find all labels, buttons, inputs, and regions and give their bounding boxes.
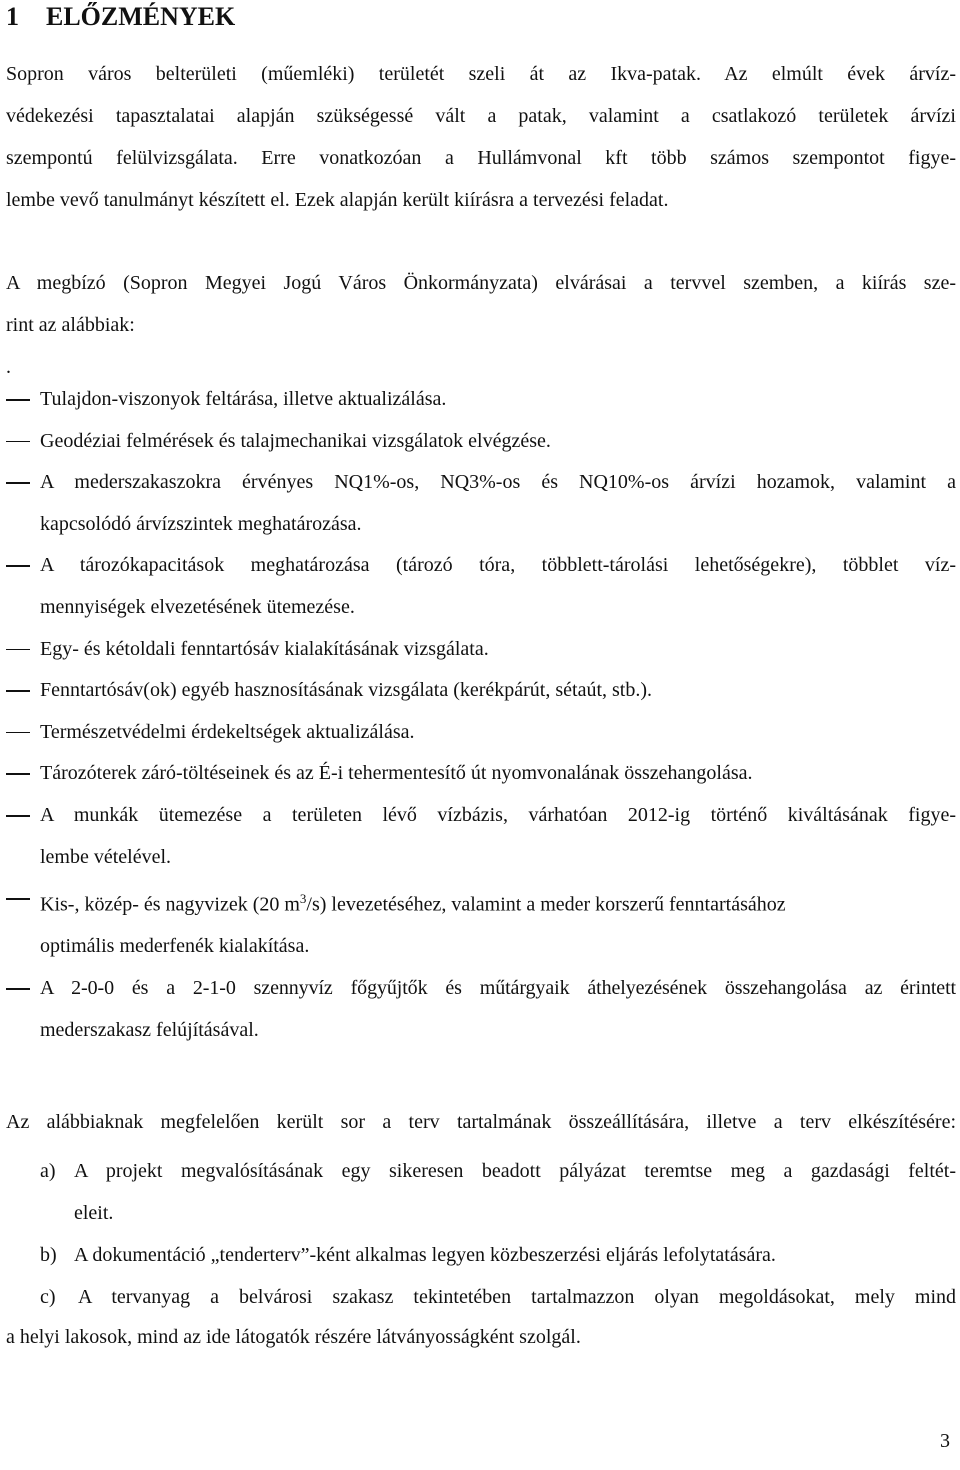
list-item-text: mederszakasz felújításával. (40, 1018, 259, 1041)
text-line: rint az alábbiak: (6, 314, 135, 336)
dash-marker (6, 815, 30, 817)
dash-marker (6, 649, 30, 651)
list-item (6, 878, 956, 968)
superscript: 3 (299, 891, 307, 907)
dash-marker (6, 773, 30, 775)
dash-marker (6, 565, 30, 567)
dash-marker (6, 690, 30, 692)
text-line: Az alábbiaknak megfelelően került sor a terv tartalmának összeállítására, illetve a terv elkészítésére: (6, 1111, 956, 1133)
text-line: lembe vevő tanulmányt készített el. Ezek alapján került kiírásra a tervezési feladat. (6, 189, 669, 211)
stray-dot: . (6, 356, 11, 378)
list-item-text: A tervanyag a belvárosi szakasz tekintetében tartalmazzon olyan megoldásokat, mely mind (78, 1286, 956, 1308)
text-fragment: /s) levezetéséhez, valamint a meder korszerű fenntartásához (306, 893, 786, 916)
list-item (6, 795, 956, 878)
list-item-text: Tulajdon-viszonyok feltárása, illetve aktualizálása. (40, 388, 447, 410)
closing-tail (6, 1316, 956, 1358)
list-item-text: Egy- és kétoldali fenntartósáv kialakításának vizsgálata. (40, 637, 489, 660)
list-item (6, 462, 956, 545)
list-item (6, 421, 956, 463)
text-line: védekezési tapasztalatai alapján szükségessé vált a patak, valamint a csatlakozó területek árvízi (6, 105, 956, 127)
text-line: szempontú felülvizsgálata. Erre vonatkozóan a Hullámvonal kft több számos szempontot figye- (6, 147, 956, 169)
list-item-text: A 2-0-0 és a 2-1-0 szennyvíz főgyűjtők és műtárgyaik áthelyezésének összehangolása az érintett (40, 976, 956, 999)
dash-marker (6, 441, 30, 443)
list-item-text: eleit. (74, 1202, 114, 1224)
section-number: 1 (6, 2, 19, 31)
list-item (6, 670, 956, 712)
text-line: Sopron város belterületi (műemléki) területét szeli át az Ikva-patak. Az elmúlt évek árvíz- (6, 63, 956, 85)
list-item (40, 1150, 956, 1234)
list-marker: a) (40, 1160, 56, 1182)
list-item-text: A dokumentáció „tenderterv”-ként alkalmas legyen közbeszerzési eljárás lefolytatására. (74, 1244, 776, 1266)
dash-marker (6, 988, 30, 990)
goals-list (40, 1150, 956, 1318)
list-item-text: lembe vételével. (40, 845, 172, 868)
section-heading (6, 2, 235, 32)
list-item (6, 545, 956, 628)
list-item (6, 968, 956, 1051)
page-number: 3 (940, 1430, 950, 1452)
list-marker: c) (40, 1286, 56, 1308)
section-title: ELŐZMÉNYEK (46, 2, 236, 31)
list-item-text: A munkák ütemezése a területen lévő vízbázis, várhatóan 2012-ig történő kiváltásának figye- (40, 803, 956, 826)
text-fragment: Kis-, közép- és nagyvizek (20 m (40, 893, 300, 916)
list-item-text: Természetvédelmi érdekeltségek aktualizálása. (40, 720, 415, 743)
list-item-text: Fenntartósáv(ok) egyéb hasznosításának vizsgálata (kerékpárút, sétaút, stb.). (40, 679, 653, 702)
requirements-paragraph (6, 262, 956, 386)
list-item-text: optimális mederfenék kialakítása. (40, 935, 310, 958)
list-item-text: A mederszakaszokra érvényes NQ1%-os, NQ3%-os és NQ10%-os árvízi hozamok, valamint a (40, 471, 956, 494)
list-item-text (40, 878, 956, 926)
list-item (6, 753, 956, 795)
list-item (40, 1276, 956, 1318)
text-line: a helyi lakosok, mind az ide látogatók részére látványosságként szolgál. (6, 1326, 581, 1348)
intro-paragraph (6, 53, 956, 221)
list-item-text: Geodéziai felmérések és talajmechanikai vizsgálatok elvégzése. (40, 429, 551, 452)
list-marker: b) (40, 1244, 57, 1266)
list-item (40, 1234, 956, 1276)
list-item-text: A projekt megvalósításának egy sikeresen beadott pályázat teremtse meg a gazdasági feltét- (74, 1160, 956, 1182)
list-item-text: kapcsolódó árvízszintek meghatározása. (40, 512, 362, 535)
text-line: A megbízó (Sopron Megyei Jogú Város Önkormányzata) elvárásai a tervvel szemben, a kiírás sze- (6, 272, 956, 294)
list-item-text: mennyiségek elvezetésének ütemezése. (40, 595, 355, 618)
dash-marker (6, 482, 30, 484)
list-item-text: Tározóterek záró-töltéseinek és az É-i tehermentesítő út nyomvonalának összehangolása. (40, 762, 753, 785)
list-item (6, 712, 956, 754)
closing-intro (6, 1101, 956, 1143)
dash-marker (6, 399, 30, 401)
dash-marker (6, 732, 30, 734)
requirements-list (6, 379, 956, 1051)
list-item (6, 379, 956, 421)
list-item-text: A tározókapacitások meghatározása (tározó tóra, többlett-tárolási lehetőségekre), többlet víz- (40, 554, 956, 577)
list-item (6, 629, 956, 671)
dash-marker (6, 898, 30, 900)
